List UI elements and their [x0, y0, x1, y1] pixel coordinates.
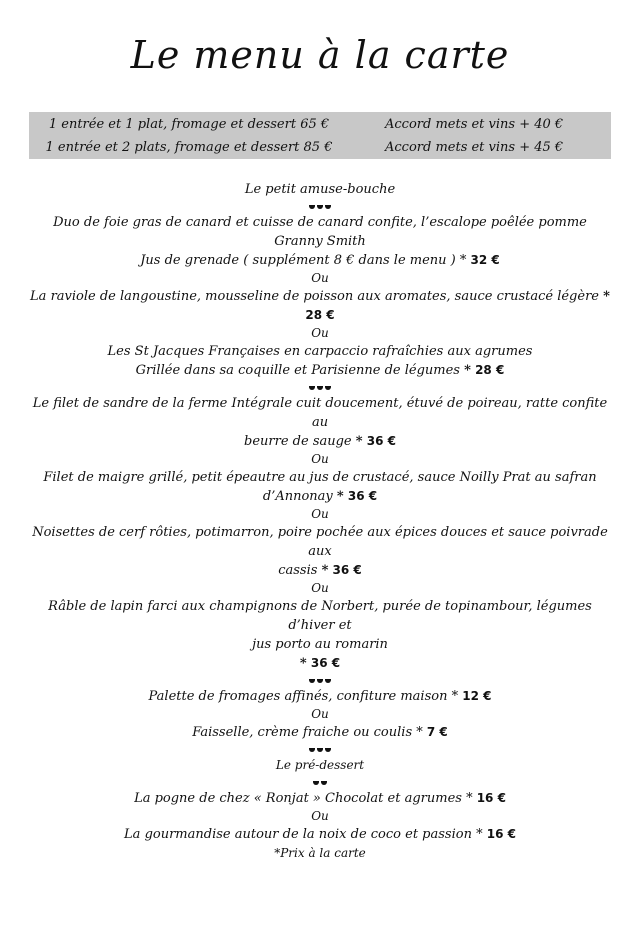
fromage-2-line [0, 723, 640, 742]
entree-3-line-2 [0, 361, 640, 380]
entree-2-star: * [603, 289, 610, 304]
formula-1-label: 1 entrée et 1 plat, fromage et dessert 65 € [48, 117, 330, 132]
plat-2-price: 36 € [347, 489, 378, 503]
plat-4-price-line [0, 654, 640, 673]
plat-2-line-2 [0, 487, 640, 506]
plat-2-line-1: Filet de maigre grillé, petit épeautre au jus de crustacé, sauce Noilly Prat au safran [43, 470, 597, 485]
plat-3-price: 36 € [332, 563, 362, 577]
plat-4-line-1: Râble de lapin farci aux champignons de Norbert, purée de topinambour, légumes d’hiver et [48, 599, 592, 633]
or-text: Ou [311, 271, 329, 285]
entree-3-star: * [464, 363, 471, 378]
amuse-bouche: Le petit amuse-bouche [244, 182, 396, 197]
pre-dessert: Le pré-dessert [275, 758, 365, 772]
separator-icon [0, 380, 640, 394]
formula-row-1 [29, 114, 611, 135]
fromage-1-line [0, 687, 640, 706]
separator-icon [0, 199, 640, 213]
plat-4-line-2: jus porto au romarin [252, 637, 388, 652]
dessert-1-price: 16 € [476, 791, 506, 805]
plat-1-line-2 [0, 432, 640, 451]
fromage-1-desc: Palette de fromages affinés, confiture maison * [148, 689, 463, 704]
or-text: Ou [311, 452, 329, 466]
plat-1-line-1: Le filet de sandre de la ferme Intégrale cuit doucement, étuvé de poireau, ratte confite au [32, 396, 608, 430]
separator-icon [0, 775, 640, 789]
dessert-2-desc: La gourmandise autour de la noix de coco et passion * [124, 827, 487, 842]
formula-row-2 [29, 137, 611, 158]
plat-3-star: * [321, 563, 329, 578]
fromage-2-desc: Faisselle, crème fraiche ou coulis * [192, 725, 427, 740]
entree-1-desc: Jus de grenade ( supplément 8 € dans le menu ) * [140, 253, 471, 268]
or-text: Ou [311, 581, 329, 595]
plat-3-desc: cassis [278, 563, 322, 578]
entree-2-line [0, 287, 640, 325]
plat-4-price: 36 € [310, 656, 341, 670]
entree-1-price: 32 € [470, 253, 500, 267]
separator-icon [0, 673, 640, 687]
entree-1-line-1: Duo de foie gras de canard et cuisse de canard confite, l’escalope poêlée pomme Granny Smith [53, 215, 587, 249]
entree-2-price: 28 € [305, 308, 335, 322]
or-text: Ou [311, 326, 329, 340]
formula-2-label: 1 entrée et 2 plats, fromage et dessert 85 € [45, 140, 333, 155]
dessert-2-price: 16 € [486, 827, 516, 841]
dessert-1-desc: La pogne de chez « Ronjat » Chocolat et agrumes * [134, 791, 477, 806]
entree-2-desc: La raviole de langoustine, mousseline de poisson aux aromates, sauce crustacé légère [30, 289, 604, 304]
or-text: Ou [311, 507, 329, 521]
page-title: Le menu à la carte [130, 33, 510, 77]
plat-3-line-1: Noisettes de cerf rôties, potimarron, poire pochée aux épices douces et sauce poivrade aux [32, 525, 608, 559]
entree-1-line-2 [0, 251, 640, 270]
footnote: *Prix à la carte [274, 846, 366, 860]
dessert-1-line [0, 789, 640, 808]
plat-4-star: * [299, 656, 307, 671]
entree-3-desc: Grillée dans sa coquille et Parisienne de légumes [135, 363, 465, 378]
or-text: Ou [311, 707, 329, 721]
fromage-2-price: 7 € [426, 725, 448, 739]
plat-1-price: 36 € [366, 434, 396, 448]
plat-2-star: * [336, 489, 344, 504]
formula-band [29, 112, 611, 159]
separator-icon [0, 742, 640, 756]
menu-body [0, 180, 640, 863]
plat-1-desc: beurre de sauge [244, 434, 356, 449]
dessert-2-line [0, 825, 640, 844]
entree-3-price: 28 € [475, 363, 505, 377]
fromage-1-price: 12 € [462, 689, 492, 703]
plat-1-star: * [355, 434, 363, 449]
entree-3-line-1: Les St Jacques Françaises en carpaccio rafraîchies aux agrumes [107, 344, 533, 359]
plat-3-line-2 [0, 561, 640, 580]
formula-2-wine: Accord mets et vins + 45 € [385, 140, 564, 155]
or-text: Ou [311, 809, 329, 823]
plat-2-desc: d’Annonay [262, 489, 337, 504]
formula-1-wine: Accord mets et vins + 40 € [385, 117, 564, 132]
